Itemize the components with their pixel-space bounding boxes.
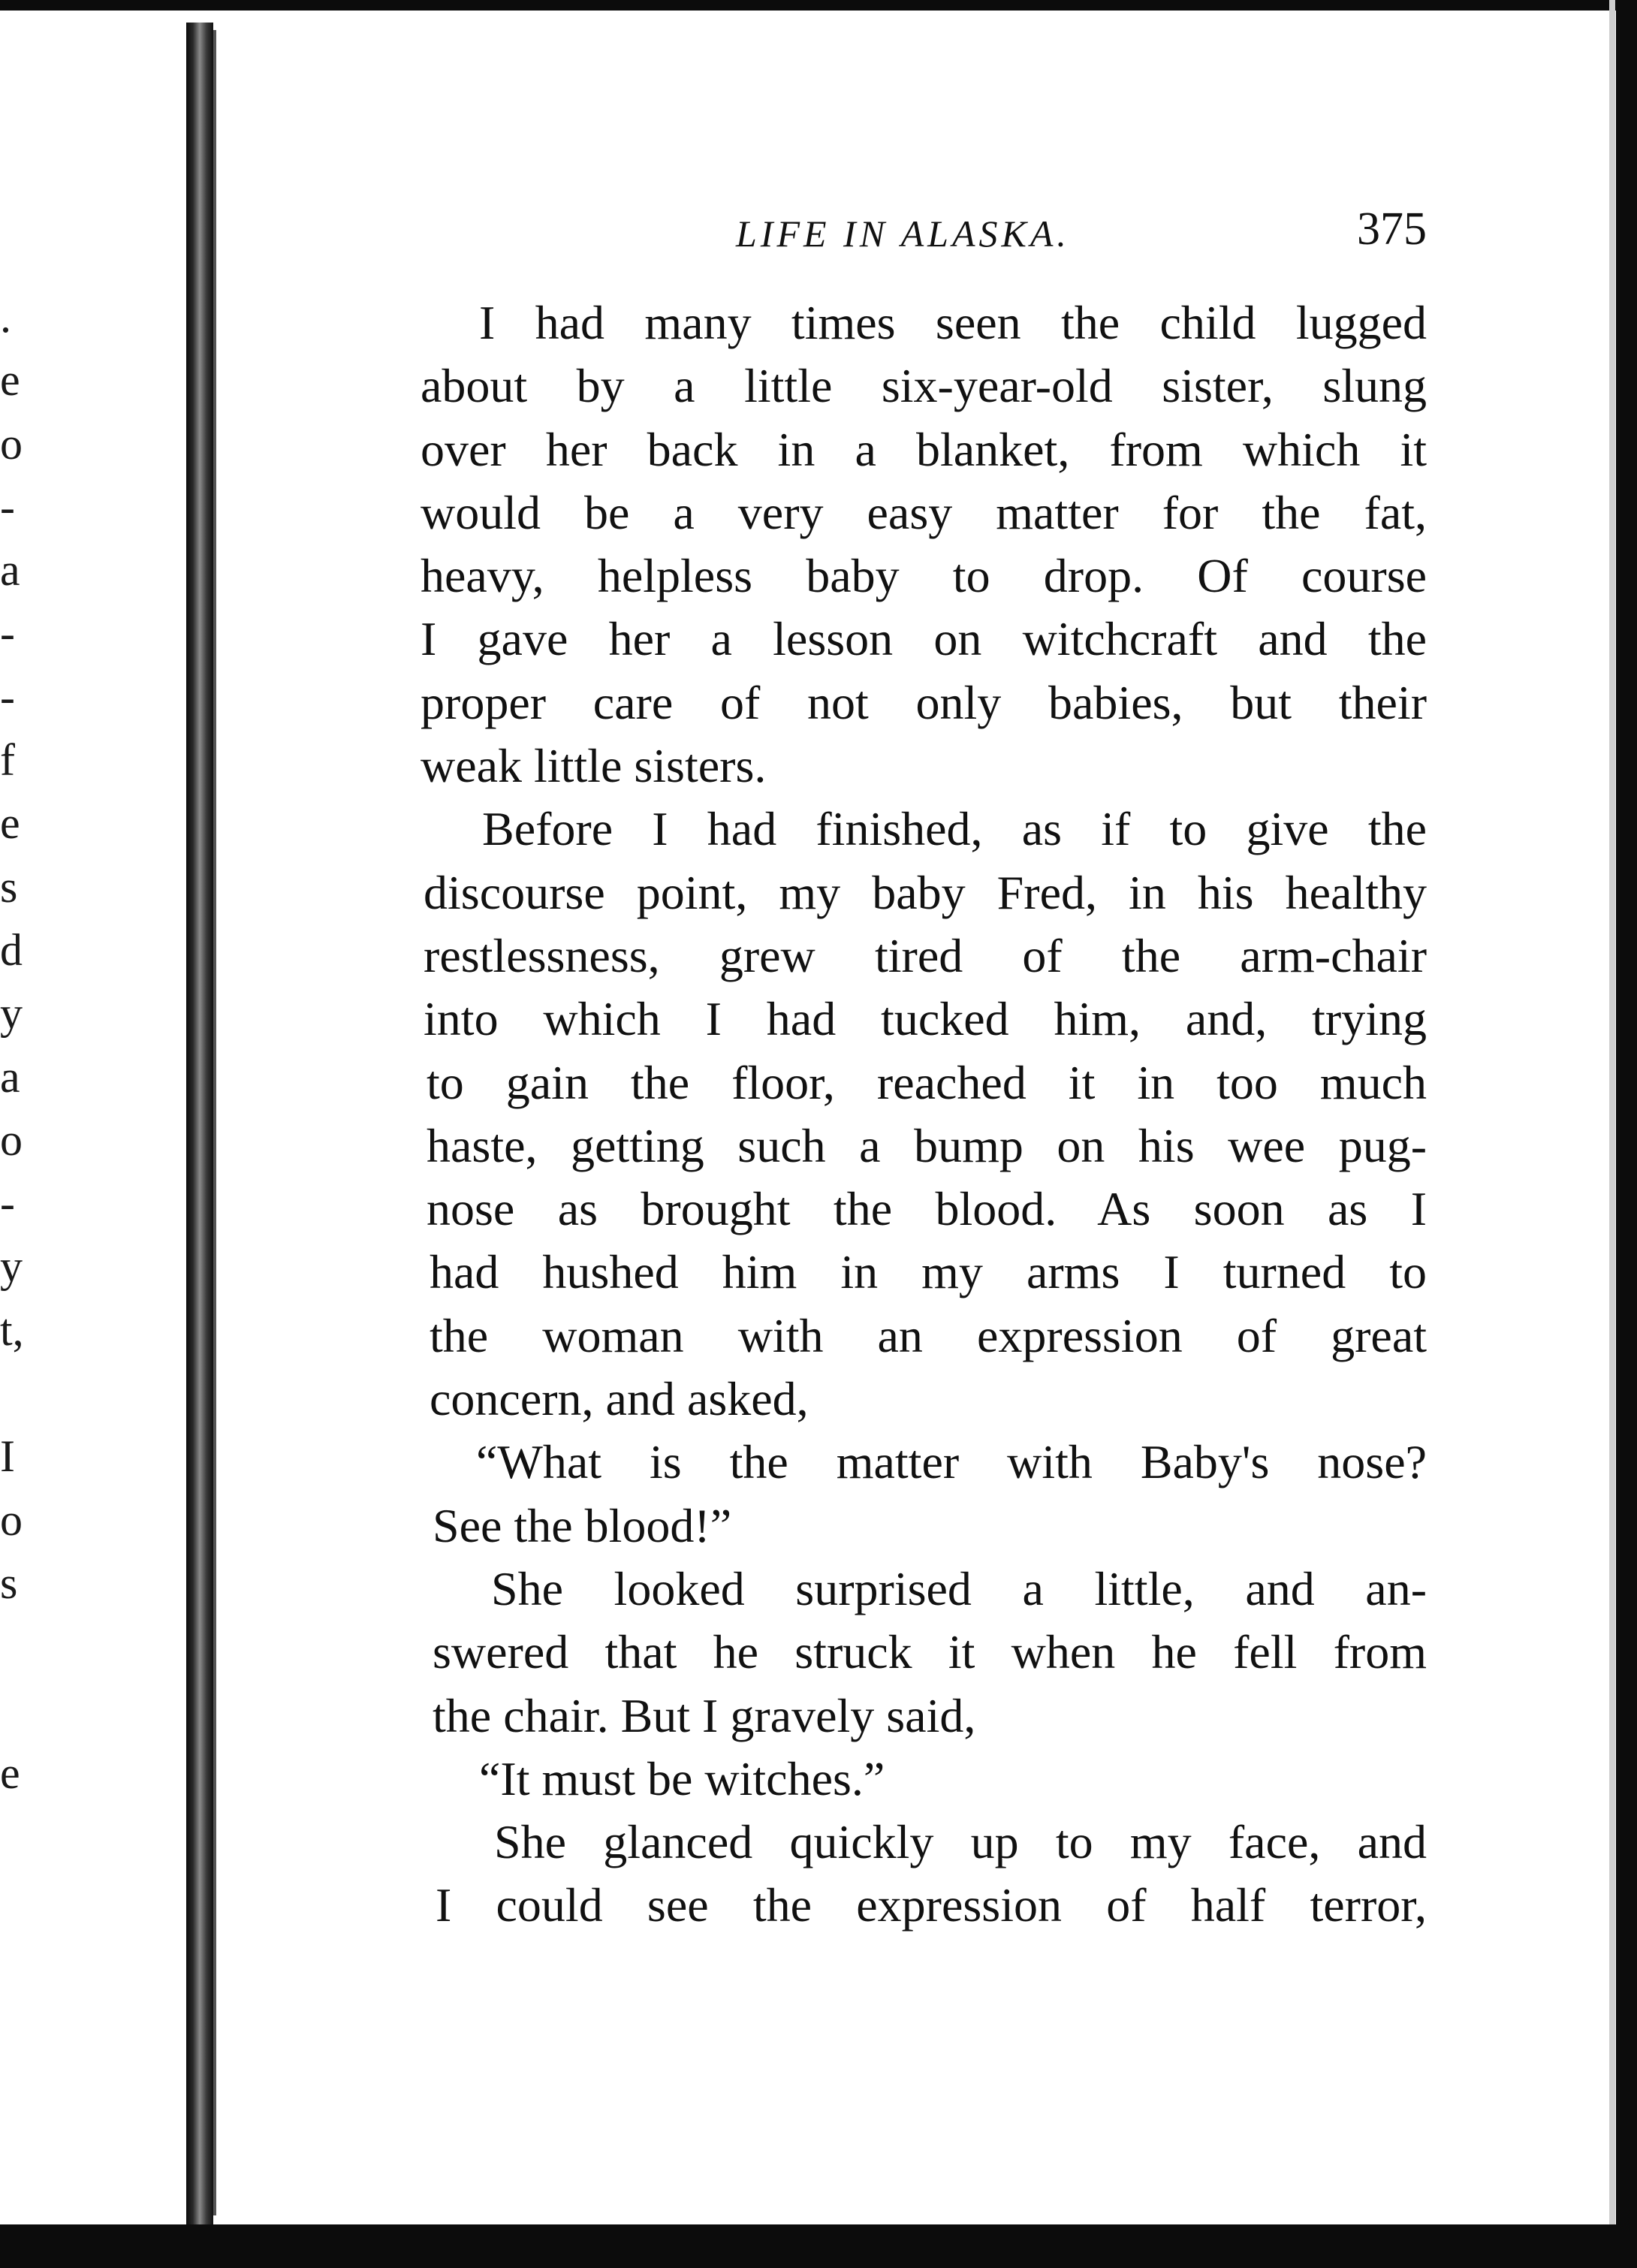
previous-page-fragment: s: [0, 1558, 18, 1608]
previous-page-fragment: -: [0, 608, 15, 659]
previous-page-fragment: d: [0, 924, 23, 975]
text-line: discourse point, my baby Fred, in his healthy: [424, 865, 1427, 919]
previous-page-fragment: [0, 1678, 30, 1742]
text-line: into which I had tucked him, and, trying: [424, 992, 1427, 1046]
text-line: proper care of not only babies, but their: [421, 675, 1427, 729]
text-line: She glanced quickly up to my face, and: [494, 1815, 1427, 1869]
previous-page-fragment: f: [0, 735, 15, 786]
text-line: I could see the expression of half terror,: [436, 1878, 1427, 1932]
scan-border-right: [1616, 0, 1637, 2268]
text-line: over her back in a blanket, from which it: [421, 422, 1427, 476]
previous-page-fragment: -: [0, 1178, 15, 1229]
text-line: nose as brought the blood. As soon as I: [427, 1182, 1427, 1236]
book-gutter-edge: [213, 30, 216, 2215]
previous-page-fragment: e: [0, 798, 20, 849]
text-line: about by a little six-year-old sister, slung: [421, 359, 1427, 413]
previous-page-fragment: a: [0, 545, 20, 596]
page-body: [421, 291, 1427, 1938]
text-line: I gave her a lesson on witchcraft and the: [421, 612, 1427, 666]
running-head-title: LIFE IN ALASKA.: [736, 213, 1070, 255]
previous-page-fragment: s: [0, 861, 18, 912]
previous-page-fragment: t,: [0, 1304, 24, 1355]
previous-page-fragment: [0, 1615, 30, 1678]
scan-border-top: [0, 0, 1637, 11]
previous-page-margin: [0, 285, 30, 1862]
previous-page-fragment: .: [0, 292, 11, 342]
page-number: 375: [1357, 204, 1427, 255]
previous-page-fragment: -: [0, 671, 15, 722]
text-line: the woman with an expression of great: [430, 1308, 1427, 1362]
previous-page-fragment: o: [0, 1494, 23, 1545]
text-line: See the blood!”: [433, 1498, 732, 1552]
text-line: Before I had finished, as if to give the: [482, 802, 1427, 856]
text-line: concern, and asked,: [430, 1372, 809, 1426]
scan-border-right-edge: [1609, 0, 1615, 2268]
book-gutter: [186, 23, 213, 2224]
previous-page-fragment: -: [0, 481, 15, 532]
text-line: weak little sisters.: [421, 739, 767, 793]
text-line: “What is the matter with Baby's nose?: [476, 1435, 1427, 1489]
previous-page-fragment: y: [0, 1241, 23, 1292]
scan-border-bottom: [0, 2224, 1637, 2268]
previous-page-fragment: I: [0, 1431, 15, 1482]
previous-page-fragment: e: [0, 355, 20, 406]
previous-page-fragment: a: [0, 1051, 20, 1102]
text-line: the chair. But I gravely said,: [433, 1688, 976, 1742]
text-line: had hushed him in my arms I turned to: [430, 1245, 1427, 1299]
text-line: to gain the floor, reached it in too much: [427, 1055, 1427, 1109]
previous-page-fragment: o: [0, 418, 23, 469]
text-line: haste, getting such a bump on his wee pug-: [427, 1118, 1427, 1172]
text-line: would be a very easy matter for the fat,: [421, 485, 1427, 539]
previous-page-fragment: o: [0, 1114, 23, 1165]
text-line: I had many times seen the child lugged: [479, 296, 1427, 349]
previous-page-fragment: e: [0, 1748, 20, 1798]
text-line: “It must be witches.”: [479, 1751, 885, 1805]
previous-page-fragment: [0, 1362, 30, 1425]
text-line: restlessness, grew tired of the arm-chair: [424, 928, 1427, 982]
text-line: swered that he struck it when he fell from: [433, 1625, 1427, 1679]
running-head: [421, 203, 1427, 270]
previous-page-fragment: y: [0, 988, 23, 1039]
text-line: She looked surprised a little, and an-: [491, 1561, 1427, 1615]
text-line: heavy, helpless baby to drop. Of course: [421, 549, 1427, 603]
